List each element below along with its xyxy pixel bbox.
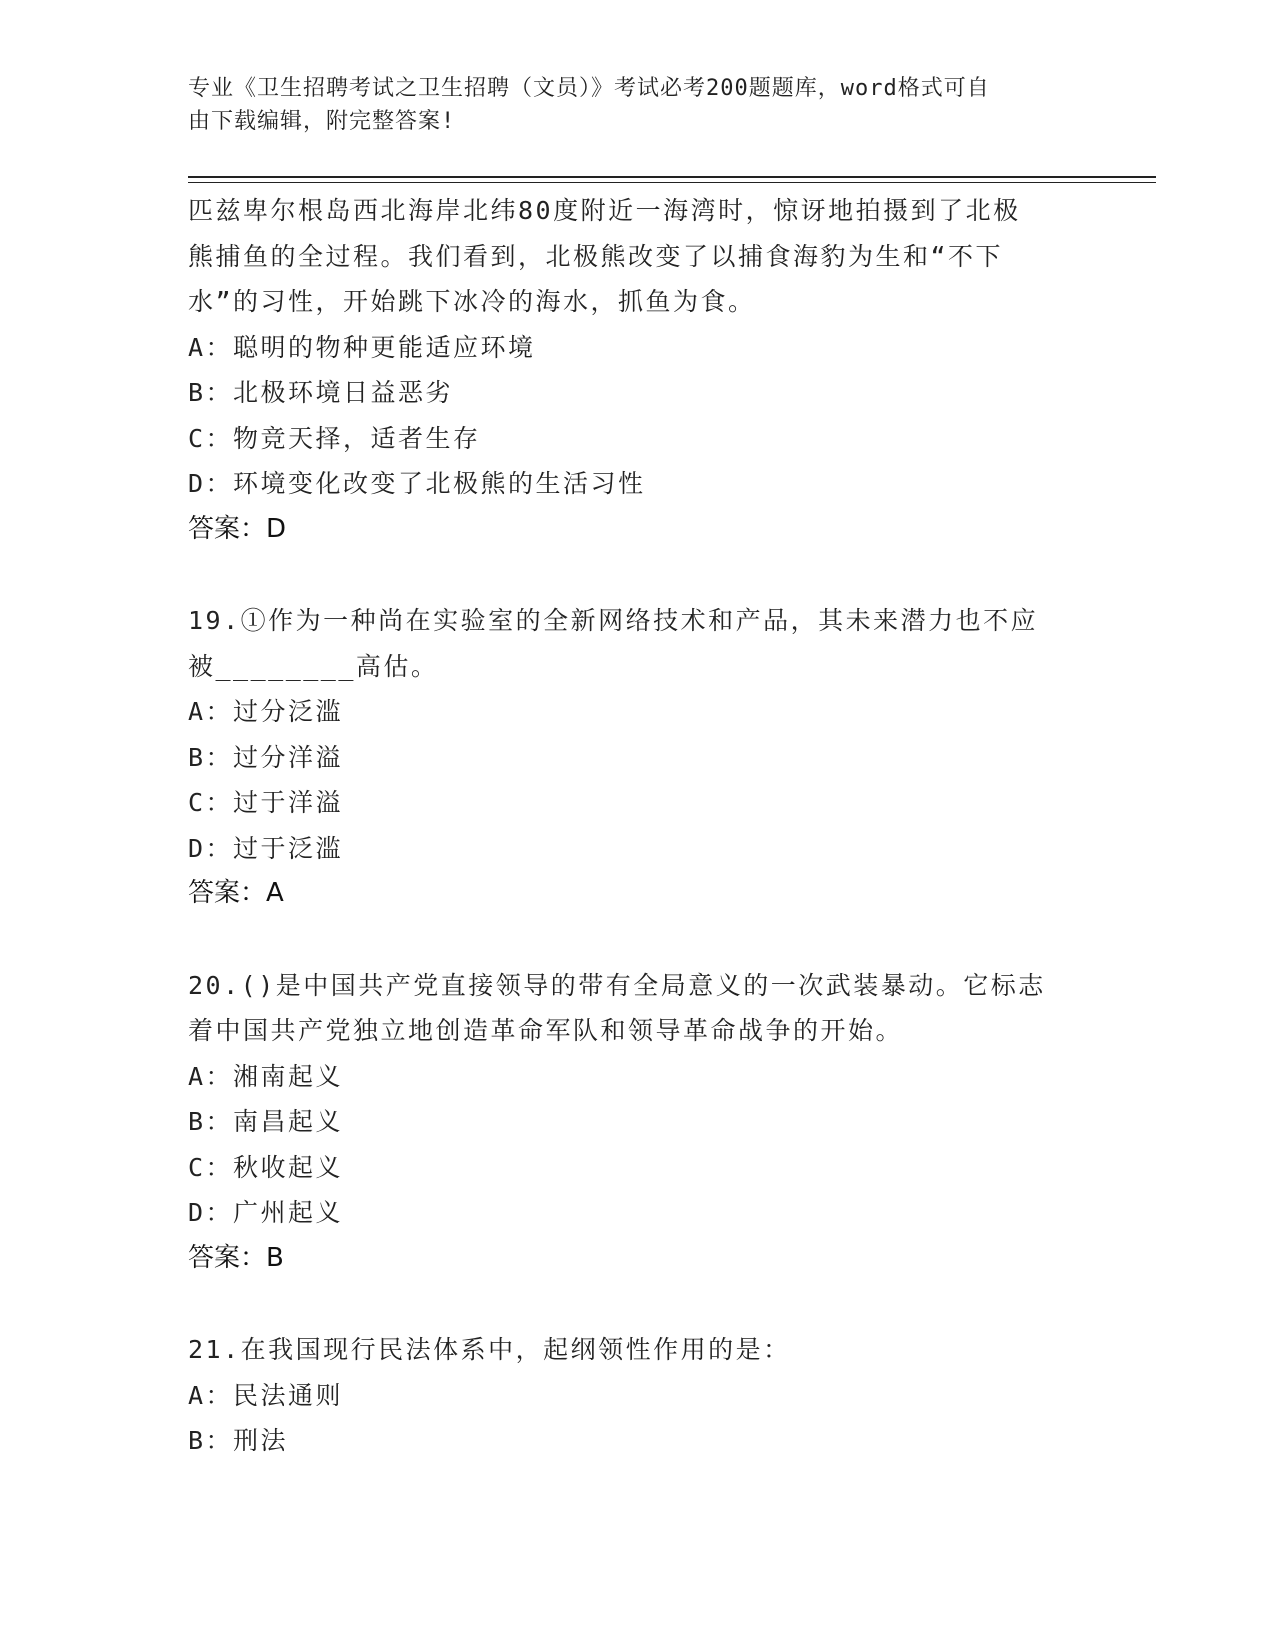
document-header	[188, 72, 1068, 138]
question-stem-line: 匹兹卑尔根岛西北海岸北纬80度附近一海湾时，惊讶地拍摄到了北极	[188, 196, 1021, 225]
question-21	[188, 1327, 1088, 1464]
option-d: D：环境变化改变了北极熊的生活习性	[188, 469, 646, 498]
question-stem-line: 20.()是中国共产党直接领导的带有全局意义的一次武装暴动。它标志	[188, 970, 1046, 1000]
spacer	[188, 1281, 1088, 1327]
spacer	[188, 552, 1088, 598]
header-line-2: 由下载编辑，附完整答案!	[188, 109, 456, 134]
option-c: C：秋收起义	[188, 1152, 344, 1182]
answer-label: 答案：B	[188, 1242, 284, 1273]
option-d: D：过于泛滥	[188, 833, 344, 863]
option-b: B：过分洋溢	[188, 742, 344, 772]
question-19	[188, 598, 1088, 917]
spacer	[188, 917, 1088, 963]
question-stem-line: 19.①作为一种尚在实验室的全新网络技术和产品，其未来潜力也不应	[188, 606, 1039, 635]
option-c: C：物竞天择，适者生存	[188, 423, 481, 453]
header-line-1: 专业《卫生招聘考试之卫生招聘（文员）》考试必考200题题库，word格式可自	[188, 76, 990, 101]
question-20	[188, 963, 1088, 1282]
question-stem-line: 着中国共产党独立地创造革命军队和领导革命战争的开始。	[188, 1016, 904, 1045]
option-a: A：湘南起义	[188, 1061, 344, 1091]
option-a: A：过分泛滥	[188, 697, 344, 726]
question-stem-line: 被________高估。	[188, 651, 439, 681]
option-a: A：民法通则	[188, 1380, 344, 1410]
question-stem-line: 21.在我国现行民法体系中，起纲领性作用的是：	[188, 1335, 791, 1364]
question-stem-line: 熊捕鱼的全过程。我们看到，北极熊改变了以捕食海豹为生和“不下	[188, 241, 1004, 271]
question-18	[188, 188, 1088, 552]
question-stem-line: 水”的习性，开始跳下冰冷的海水，抓鱼为食。	[188, 287, 756, 316]
header-divider-thin	[188, 182, 1156, 183]
option-d: D：广州起义	[188, 1198, 344, 1227]
option-b: B：南昌起义	[188, 1107, 344, 1136]
header-divider-thick	[188, 176, 1156, 178]
answer-label: 答案：A	[188, 878, 284, 908]
option-b: B：北极环境日益恶劣	[188, 378, 454, 407]
question-list	[188, 188, 1088, 1464]
option-c: C：过于洋溢	[188, 788, 344, 817]
option-b: B：刑法	[188, 1426, 289, 1455]
option-a: A：聪明的物种更能适应环境	[188, 332, 536, 362]
answer-label: 答案：D	[188, 513, 287, 544]
